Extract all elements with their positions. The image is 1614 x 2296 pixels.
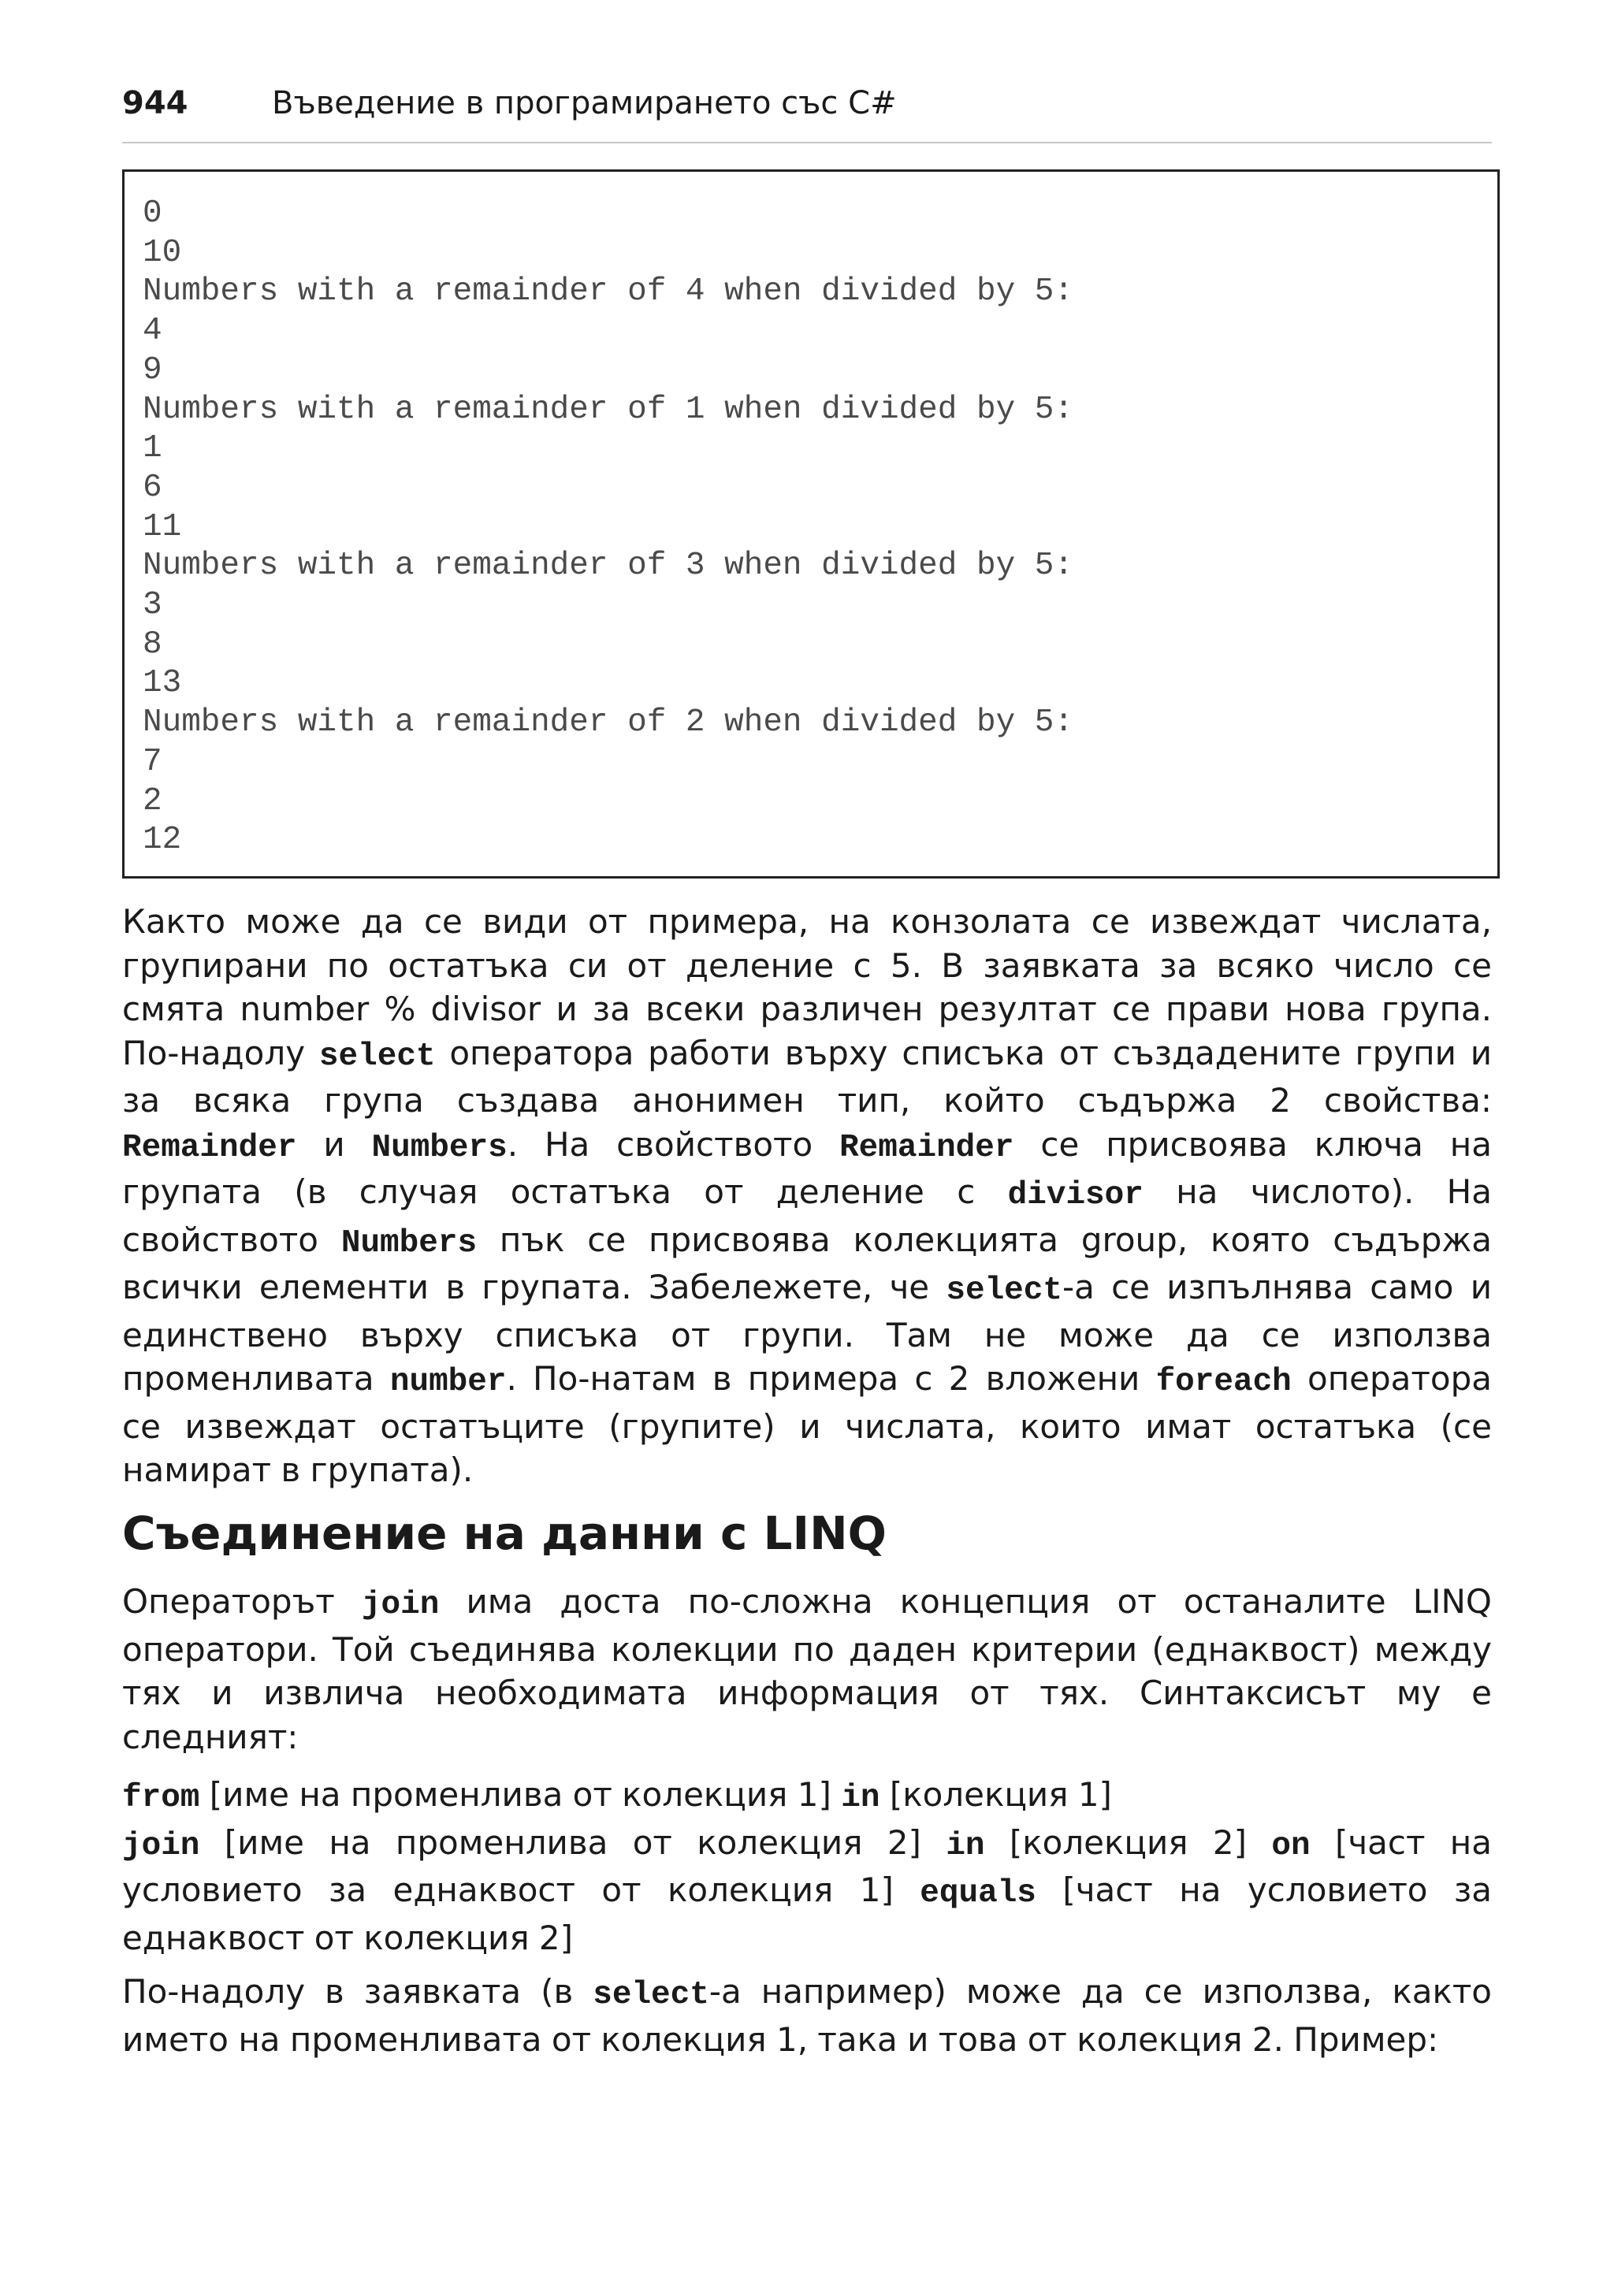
text-line: условието за еднаквост от колекция 1] equals [част на условието за [122, 1871, 1492, 1911]
console-line: Numbers with a remainder of 2 when divided by 5: [143, 704, 1073, 741]
text-line: името на променливата от колекция 1, така и това от колекция 2. Пример: [122, 2019, 1439, 2059]
code-join: join [361, 1587, 440, 1623]
console-line: 0 [143, 195, 162, 232]
text-line: единствено върху списъка от групи. Там не може да се използва [122, 1315, 1492, 1354]
code-select: select [318, 1038, 436, 1075]
text-line: тях и извлича необходимата информация от тях. Синтаксисът му е [122, 1674, 1492, 1712]
console-line: 8 [143, 626, 162, 663]
console-line: 7 [143, 743, 162, 780]
code-numbers: Numbers [340, 1224, 478, 1261]
text-line: оператори. Той съединява колекции по даден критерии (еднаквост) между [122, 1629, 1492, 1669]
page-header [122, 79, 1492, 143]
console-output-box [122, 169, 1500, 879]
code-select: select [946, 1272, 1062, 1309]
text-line: Операторът join има доста по-сложна концепция от останалите LINQ [122, 1582, 1492, 1623]
console-line: Numbers with a remainder of 1 when divided by 5: [143, 391, 1073, 428]
page-number: 944 [122, 85, 188, 121]
text-line: еднаквост от колекция 2] [122, 1918, 574, 1957]
console-line: Numbers with a remainder of 3 when divided by 5: [143, 548, 1073, 585]
code-number: number [389, 1364, 507, 1400]
console-line: 6 [143, 469, 162, 506]
text-line: По-надолу в заявката (в select-а например) може да се използва, както [122, 1972, 1492, 2013]
join-intro-paragraph [122, 1580, 1492, 1759]
code-on: on [1271, 1827, 1311, 1864]
console-line: 10 [143, 234, 182, 271]
code-equals: equals [920, 1875, 1036, 1911]
text-line: Както може да се види от примера, на конзолата се извеждат числата, [122, 902, 1492, 941]
section-heading: Съединение на данни с LINQ [122, 1507, 887, 1560]
join-syntax-paragraph [122, 1773, 1492, 1960]
text-line: за всяка група създава анонимен тип, който съдържа 2 свойства: [122, 1081, 1492, 1120]
text-line: Remainder и Numbers. На свойството Remainder се присвоява ключа на [122, 1124, 1492, 1166]
console-line: 11 [143, 508, 182, 545]
code-join: join [122, 1827, 200, 1864]
console-line: 13 [143, 665, 182, 702]
text-line: всички елементи в групата. Забележете, че select-а се изпълнява само и [122, 1268, 1493, 1309]
text-line: групата (в случая остатъка от деление с divisor на числото). На [122, 1172, 1492, 1213]
text-line: намират в групата). [122, 1451, 474, 1489]
join-usage-paragraph [122, 1970, 1492, 2061]
text-line: променливата number. По-натам в примера с 2 вложени foreach оператора [122, 1359, 1492, 1400]
text-line: join [име на променлива от колекция 2] in [колекция 2] on [част на [122, 1822, 1493, 1864]
console-line: 4 [143, 313, 162, 350]
console-line: Numbers with a remainder of 4 when divided by 5: [143, 273, 1073, 310]
text-line: следният: [122, 1717, 299, 1756]
console-line: 2 [143, 782, 162, 819]
console-line: 9 [143, 351, 162, 388]
code-in: in [841, 1780, 880, 1816]
console-line: 12 [143, 822, 182, 859]
text-line: По-надолу select оператора работи върху списъка от създадените групи и [122, 1033, 1492, 1075]
code-numbers: Numbers [371, 1129, 508, 1166]
text-line: свойството Numbers пък се присвоява колекцията group, която съдържа [122, 1220, 1493, 1261]
code-remainder: Remainder [839, 1129, 1014, 1166]
console-line: 3 [143, 587, 162, 624]
code-select: select [593, 1977, 709, 2013]
text-line: се извеждат остатъците (групите) и числата, които имат остатъка (се [122, 1406, 1492, 1446]
text-line: смята number % divisor и за всеки различен резултат се прави нова група. [122, 990, 1492, 1028]
text-line: from [име на променлива от колекция 1] in [колекция 1] [122, 1775, 1112, 1816]
code-from: from [122, 1780, 200, 1816]
code-in: in [946, 1827, 985, 1864]
explanation-paragraph [122, 900, 1492, 1492]
book-title: Въведение в програмирането със C# [272, 85, 897, 121]
code-divisor: divisor [1007, 1177, 1144, 1213]
text-line: групирани по остатъка си от деление с 5. В заявката за всяко число се [122, 946, 1492, 985]
code-foreach: foreach [1155, 1364, 1292, 1400]
console-line: 1 [143, 430, 162, 467]
code-remainder: Remainder [122, 1129, 297, 1166]
